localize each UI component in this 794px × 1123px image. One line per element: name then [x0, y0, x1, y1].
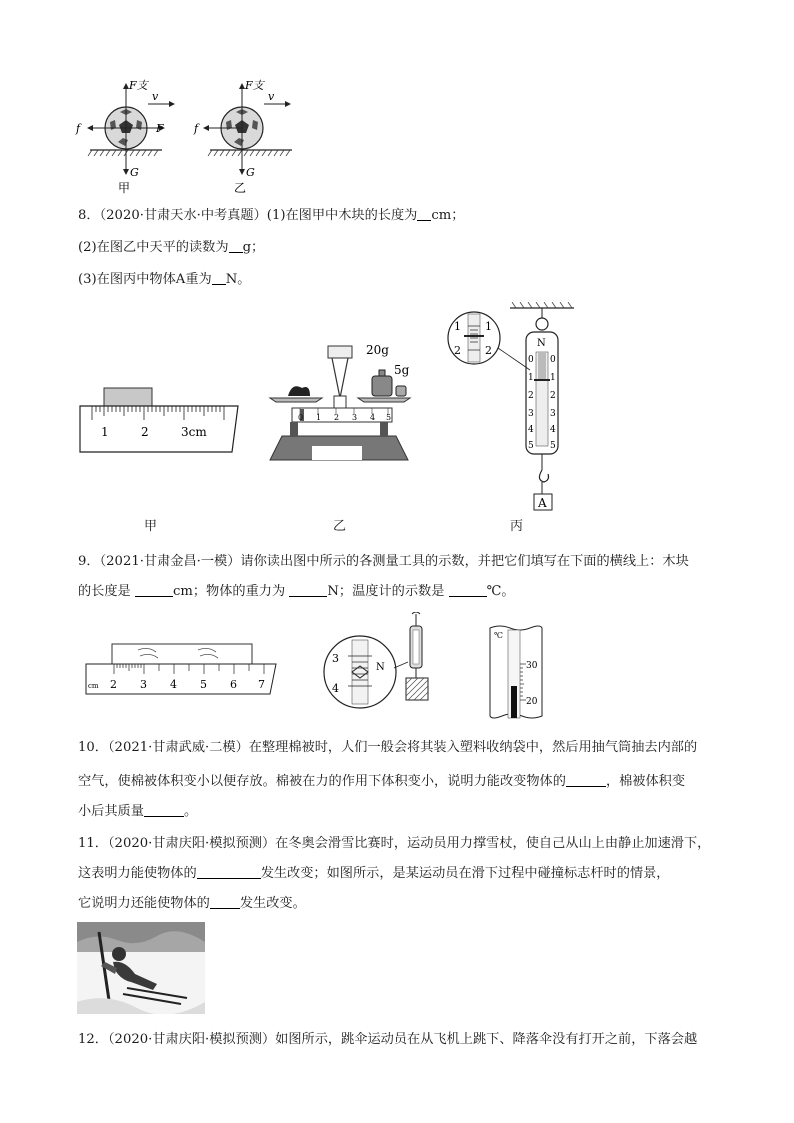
balance-scale-label: 2	[334, 413, 340, 422]
balance-scale-label: 0	[298, 413, 304, 422]
spring-scale-label: 1	[550, 373, 556, 383]
figure-caption: 甲	[118, 181, 131, 195]
answer-blank[interactable]	[566, 772, 606, 787]
ruler-tick-label: 7	[258, 678, 265, 691]
q8-ruler-figure	[78, 380, 243, 458]
weight-label-5g: 5g	[394, 363, 410, 377]
spring-scale-label: 5	[528, 441, 534, 451]
gravity-label: G	[246, 166, 255, 179]
object-on-pan	[288, 386, 310, 396]
answer-blank-temperature[interactable]	[449, 582, 487, 597]
balance-scale-label: 4	[370, 413, 376, 422]
q10-line-3: 小后其质量 。	[78, 804, 198, 819]
ball-force-diagrams	[70, 78, 310, 198]
thermometer-unit-label: ℃	[494, 631, 503, 640]
support-force-label: F支	[245, 79, 264, 92]
mercury-column	[511, 686, 517, 718]
skier-photo	[77, 922, 205, 1014]
support-force-label: F支	[129, 79, 148, 92]
gravity-label: G	[130, 166, 139, 179]
q8-spring-scale-figure	[440, 302, 580, 512]
ruler-tick-label: 1	[101, 425, 109, 439]
friction-label: f	[194, 122, 199, 135]
spring-scale-label: 1	[528, 373, 534, 383]
answer-blank-length[interactable]	[135, 582, 173, 597]
ruler-tick-label: 2	[110, 678, 117, 691]
balance-scale-label: 1	[316, 413, 322, 422]
q11-line-3: 它说明力还能使物体的 发生改变。	[78, 896, 306, 911]
ruler-unit-label: cm	[88, 682, 99, 690]
zoom-scale-label: 2	[485, 344, 492, 357]
q11-line-1: 11．（2020·甘肃庆阳·模拟预测）在冬奥会滑雪比赛时，运动员用力撑雪杖，使自己从山上由静止加速滑下，	[78, 836, 711, 851]
balance-scale-label: 5	[386, 413, 392, 422]
spring-scale-label: 2	[528, 391, 534, 401]
zoom-scale-label: 1	[454, 320, 461, 333]
q9-line-1: 9．（2021·甘肃金昌·一模）请你读出图中所示的各测量工具的示数，并把它们填写在下面的横线上：木块	[78, 554, 689, 569]
spring-scale-label: 4	[550, 425, 556, 435]
q8-balance-figure	[266, 336, 412, 464]
object-a-label: A	[538, 496, 547, 510]
spring-unit-label: N	[376, 662, 385, 673]
spring-scale-label: 0	[550, 355, 556, 365]
figure-caption: 乙	[333, 519, 347, 534]
ruler-tick-label: 6	[230, 678, 237, 691]
figure-caption: 乙	[234, 181, 247, 195]
skier-helmet	[112, 947, 126, 961]
spring-scale-label: 4	[528, 425, 534, 435]
ruler-tick-label: 3	[140, 678, 147, 691]
weight-5g	[396, 386, 406, 396]
answer-blank[interactable]	[212, 270, 226, 285]
q10-line-2: 空气，使棉被体积变小以便存放。棉被在力的作用下体积变小，说明力能改变物体的 ，棉被体积变	[78, 774, 686, 789]
answer-blank[interactable]	[229, 238, 243, 253]
figure-caption: 丙	[510, 519, 524, 534]
spring-scale-label: 3	[550, 409, 556, 419]
zoom-scale-label: 1	[485, 320, 492, 333]
q8-line-3: (3)在图丙中物体A重为 N。	[78, 272, 251, 287]
q9-spring-scale-figure	[320, 612, 440, 712]
answer-blank-weight[interactable]	[289, 582, 327, 597]
q9-thermometer-figure	[486, 624, 546, 720]
push-force-label: F	[156, 122, 164, 135]
weight-label-20g: 20g	[366, 343, 389, 357]
answer-blank[interactable]	[144, 802, 184, 817]
answer-blank[interactable]	[210, 894, 240, 909]
q8-line-1: 8．（2020·甘肃天水·中考真题）(1)在图甲中木块的长度为 cm；	[78, 208, 465, 223]
q12-line-1: 12．（2020·甘肃庆阳·模拟预测）如图所示，跳伞运动员在从飞机上跳下、降落伞没有打开之前，下落会越	[78, 1032, 698, 1047]
ball-right-figure	[193, 79, 292, 195]
velocity-label: v	[152, 90, 159, 103]
figure-caption: 甲	[144, 519, 158, 534]
spring-unit-label: N	[537, 338, 546, 349]
thermometer-tick-label: 20	[526, 697, 538, 707]
ball-left-figure	[75, 79, 174, 195]
spring-scale-label: 5	[550, 441, 556, 451]
balance-scale-label: 3	[352, 413, 358, 422]
spring-scale-label: 3	[528, 409, 534, 419]
ruler-tick-label: 3cm	[181, 425, 207, 439]
q10-line-1: 10．（2021·甘肃武威·二模）在整理棉被时，人们一般会将其装入塑料收纳袋中，然后用抽气筒抽去内部的	[78, 740, 698, 755]
answer-blank[interactable]	[197, 864, 261, 879]
thermometer-tick-label: 30	[526, 661, 538, 671]
ruler-tick-label: 2	[141, 425, 149, 439]
q8-line-2: (2)在图乙中天平的读数为 g；	[78, 240, 265, 255]
ruler-tick-label: 5	[200, 678, 207, 691]
ruler-tick-label: 4	[170, 678, 177, 691]
answer-blank[interactable]	[417, 206, 431, 221]
spring-scale-label: 2	[550, 391, 556, 401]
spring-scale-label: 0	[528, 355, 534, 365]
spring-tick-label: 3	[332, 652, 339, 665]
zoom-scale-label: 2	[454, 344, 461, 357]
friction-label: f	[76, 122, 81, 135]
weight-20g	[372, 376, 392, 396]
velocity-label: v	[268, 90, 275, 103]
spring-tick-label: 4	[332, 682, 339, 695]
q11-line-2: 这表明力能使物体的 发生改变；如图所示，是某运动员在滑下过程中碰撞标志杆时的情景，	[78, 866, 670, 881]
wooden-block	[104, 388, 152, 406]
q9-ruler-figure	[82, 640, 282, 700]
q9-line-2: 的长度是 cm；物体的重力为 N；温度计的示数是 ℃。	[78, 584, 515, 599]
